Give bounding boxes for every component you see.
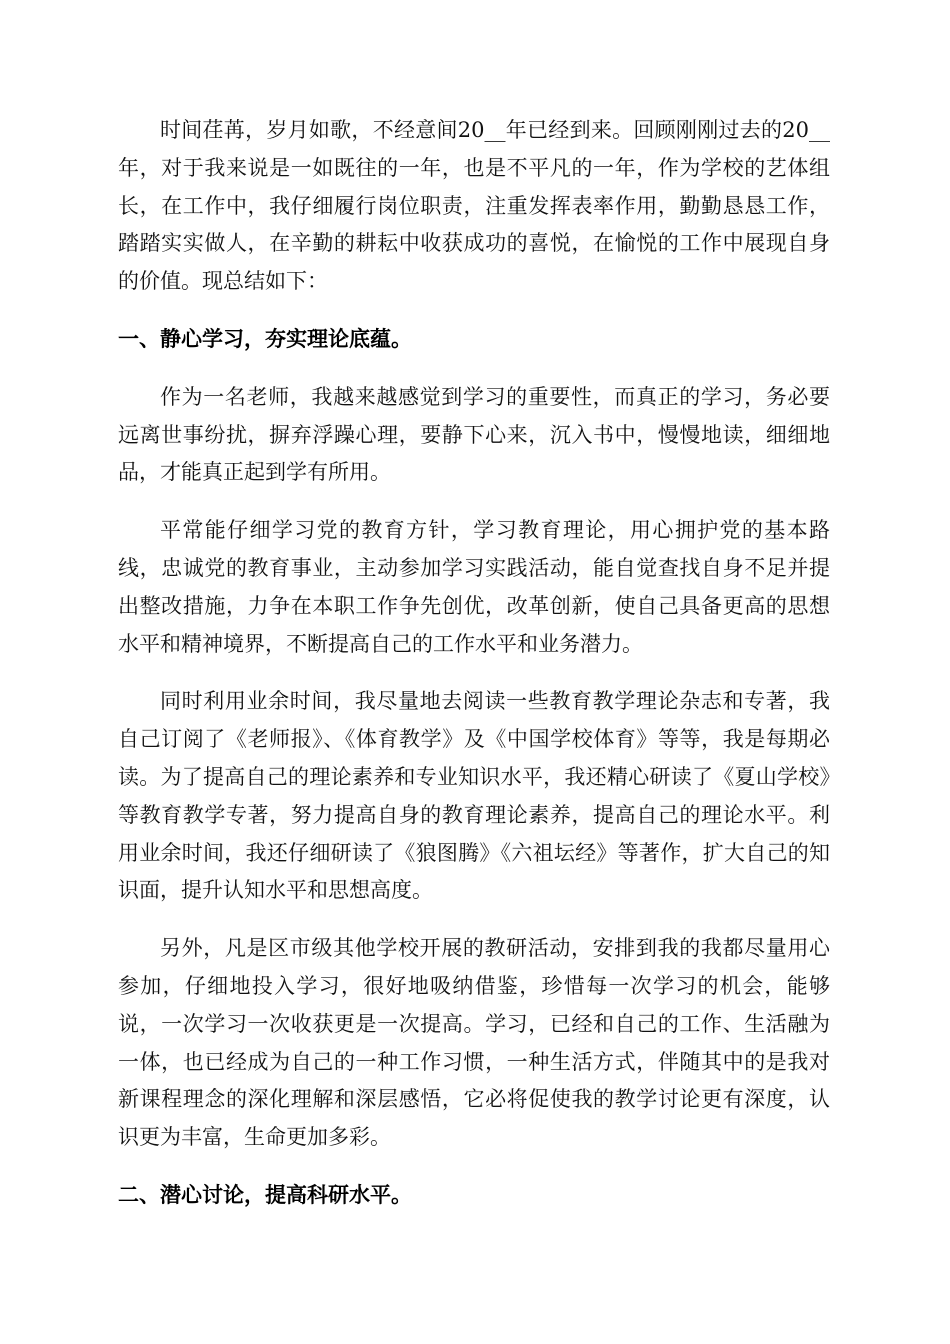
section1-paragraph-3: 同时利用业余时间，我尽量地去阅读一些教育教学理论杂志和专著，我自己订阅了《老师报》、《体育教学》及《中国学校体育》等等，我是每期必读。为了提高自己的理论素养和专业知识水平，我还精心研读了《夏山学校》等教育教学专著，努力提高自身的教育理论素养，提高自己的理论水平。利用业余时间，我还仔细研读了《狼图腾》《六祖坛经》等著作，扩大自己的知识面，提升认知水平和思想高度。	[118, 689, 830, 903]
section-heading-1: 一、静心学习，夯实理论底蕴。	[118, 326, 412, 351]
section1-paragraph-1: 作为一名老师，我越来越感觉到学习的重要性，而真正的学习，务必要远离世事纷扰，摒弃浮躁心理，要静下心来，沉入书中，慢慢地读，细细地品，才能真正起到学有所用。	[118, 384, 830, 485]
section-heading-2: 二、潜心讨论，提高科研水平。	[118, 1182, 412, 1207]
intro-paragraph: 时间荏苒，岁月如歌，不经意间20__年已经到来。回顾刚刚过去的20__年，对于我来说是一如既往的一年，也是不平凡的一年，作为学校的艺体组长，在工作中，我仔细履行岗位职责，注重发挥表率作用，勤勤恳恳工作，踏踏实实做人，在辛勤的耕耘中收获成功的喜悦，在愉悦的工作中展现自身的价值。现总结如下：	[118, 118, 830, 294]
document-body	[118, 112, 830, 1235]
section1-paragraph-2: 平常能仔细学习党的教育方针，学习教育理论，用心拥护党的基本路线，忠诚党的教育事业，主动参加学习实践活动，能自觉查找自身不足并提出整改措施，力争在本职工作争先创优，改革创新，使自己具备更高的思想水平和精神境界，不断提高自己的工作水平和业务潜力。	[118, 518, 830, 656]
section1-paragraph-4: 另外，凡是区市级其他学校开展的教研活动，安排到我的我都尽量用心参加，仔细地投入学习，很好地吸纳借鉴，珍惜每一次学习的机会，能够说，一次学习一次收获更是一次提高。学习，已经和自己的工作、生活融为一体，也已经成为自己的一种工作习惯，一种生活方式，伴随其中的是我对新课程理念的深化理解和深层感悟，它必将促使我的教学讨论更有深度，认识更为丰富，生命更加多彩。	[118, 936, 830, 1150]
